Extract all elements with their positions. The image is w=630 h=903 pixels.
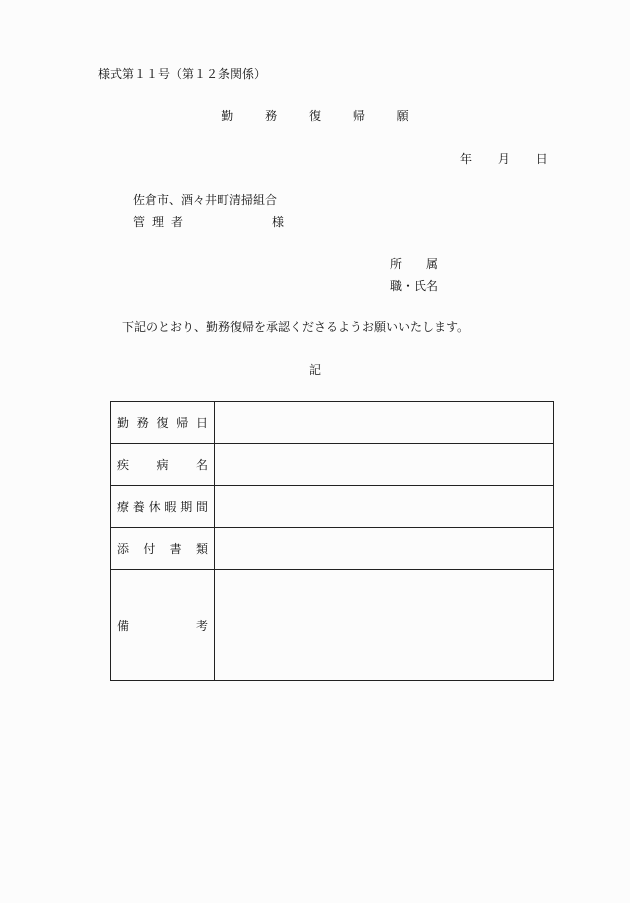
label-char: 類 (195, 542, 208, 556)
label-char: 療 (117, 500, 130, 514)
leave-period-field[interactable] (215, 486, 553, 528)
label-char: 考 (195, 618, 208, 633)
label-char: 備 (117, 618, 130, 633)
label-char: 養 (132, 500, 145, 514)
label-char: 勤 (117, 416, 130, 430)
title-char: 勤 (221, 109, 234, 123)
ki-label: 記 (308, 363, 321, 377)
manager-char: 理 (152, 215, 165, 229)
form-number: 様式第１１号（第１２条関係） (98, 67, 267, 81)
date-year-label: 年 (460, 152, 473, 166)
date-line (460, 152, 548, 166)
label-char: 書 (169, 542, 182, 556)
department-label: 所 属 (390, 257, 439, 271)
label-char: 疾 (117, 458, 130, 472)
label-char: 復 (156, 416, 169, 430)
row-label-return-date (111, 402, 215, 444)
label-char: 帰 (176, 416, 189, 430)
title-char: 願 (396, 109, 409, 123)
document-title (0, 109, 630, 123)
row-label-leave-period (111, 486, 215, 528)
position-name-label: 職・氏名 (390, 279, 439, 293)
addressee-manager (133, 215, 190, 229)
title-char: 帰 (352, 109, 365, 123)
label-char: 日 (195, 416, 208, 430)
label-char: 付 (143, 542, 156, 556)
date-month-label: 月 (497, 152, 510, 166)
application-table (110, 401, 554, 681)
date-day-label: 日 (535, 152, 548, 166)
remarks-field[interactable] (215, 570, 553, 680)
attachments-field[interactable] (215, 528, 553, 570)
manager-char: 管 (133, 215, 146, 229)
honorific: 様 (272, 215, 285, 229)
row-label-illness (111, 444, 215, 486)
label-char: 暇 (164, 500, 177, 514)
label-char: 期 (180, 500, 193, 514)
title-char: 復 (308, 109, 321, 123)
title-char: 務 (265, 109, 278, 123)
label-char: 名 (195, 458, 208, 472)
addressee-organization: 佐倉市、酒々井町清掃組合 (133, 193, 278, 207)
row-label-remarks (111, 570, 215, 680)
return-date-field[interactable] (215, 402, 553, 444)
manager-char: 者 (171, 215, 184, 229)
label-char: 添 (117, 542, 130, 556)
label-char: 間 (195, 500, 208, 514)
label-char: 務 (136, 416, 149, 430)
row-label-attachments (111, 528, 215, 570)
illness-field[interactable] (215, 444, 553, 486)
label-char: 休 (148, 500, 161, 514)
request-body-text: 下記のとおり、勤務復帰を承認くださるようお願いいたします。 (122, 320, 470, 334)
label-char: 病 (156, 458, 169, 472)
